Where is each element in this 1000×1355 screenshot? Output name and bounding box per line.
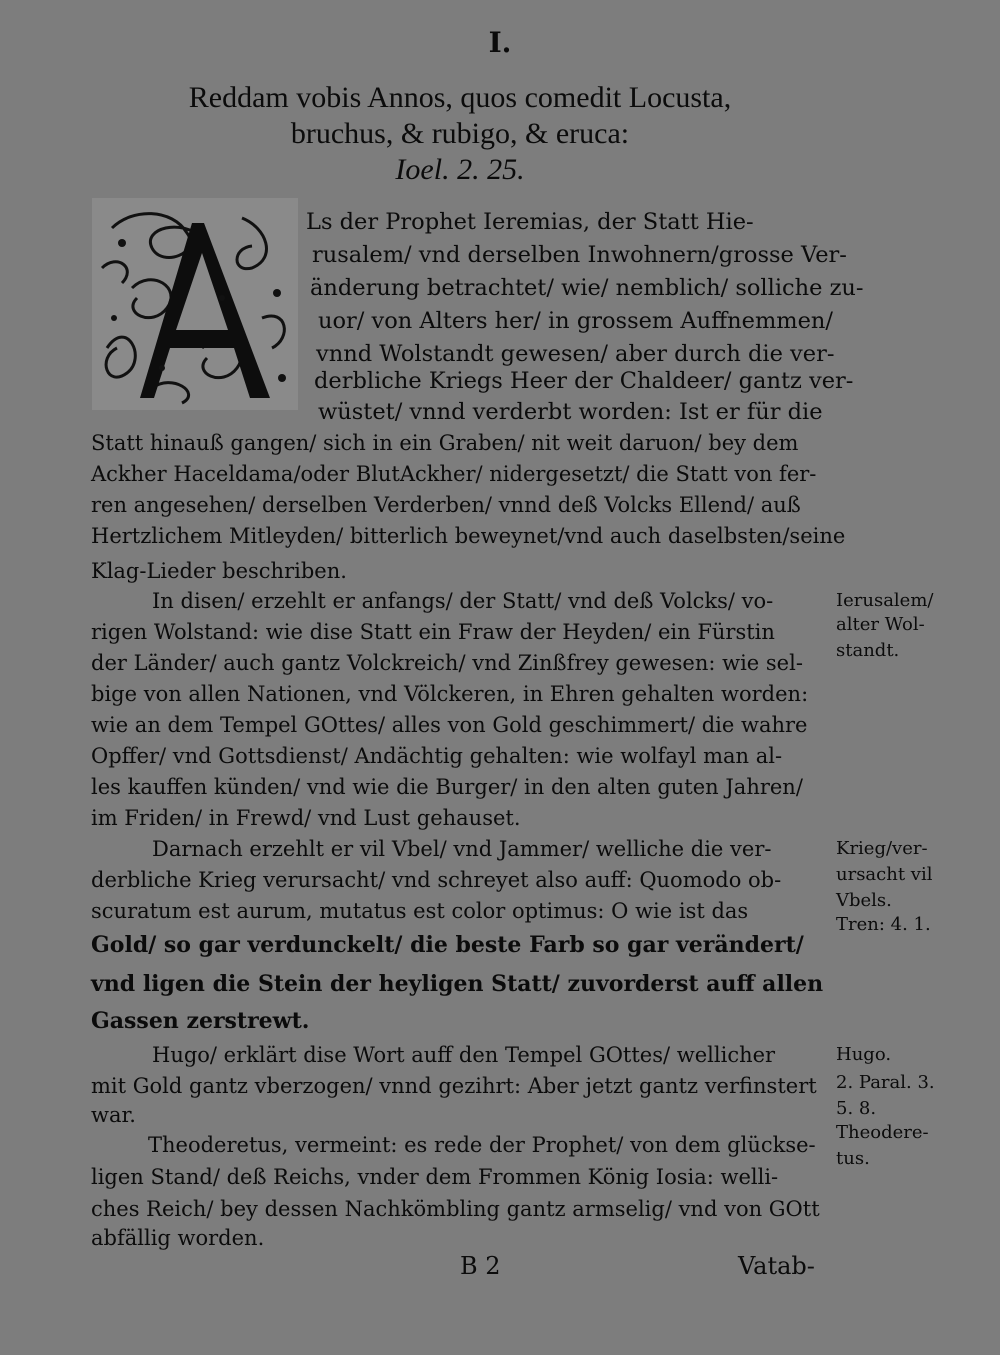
text-line: wie an dem Tempel GOttes/ alles von Gold geschimmert/ die wahre xyxy=(91,713,808,737)
text-line-emphasis: Gassen zerstrewt. xyxy=(91,1008,310,1034)
margin-note: 2. Paral. 3. xyxy=(836,1072,935,1093)
text-line: Klag-Lieder beschriben. xyxy=(91,559,347,583)
text-line: ches Reich/ bey dessen Nachkömbling gantz armselig/ vnd von GOtt xyxy=(91,1197,820,1221)
motto-line: Reddam vobis Annos, quos comedit Locusta, xyxy=(188,81,732,114)
text-line: abfällig worden. xyxy=(91,1226,265,1250)
margin-note: Krieg/ver- xyxy=(836,838,928,859)
margin-note: 5. 8. xyxy=(836,1098,877,1119)
text-line: war. xyxy=(91,1103,136,1127)
text-line: uor/ von Alters her/ in grossem Auffnemmen/ xyxy=(318,308,834,334)
text-line: Darnach erzehlt er vil Vbel/ vnd Jammer/ welliche die ver- xyxy=(152,837,772,861)
text-line: rigen Wolstand: wie dise Statt ein Fraw der Heyden/ ein Fürstin xyxy=(91,620,775,644)
text-line: les kauffen künden/ vnd wie die Burger/ in den alten guten Jahren/ xyxy=(91,775,803,799)
margin-note: ursacht vil xyxy=(836,864,933,885)
text-line: vnnd Wolstandt gewesen/ aber durch die ver- xyxy=(316,341,835,367)
text-line: änderung betrachtet/ wie/ nemblich/ solliche zu- xyxy=(310,275,864,301)
margin-note: alter Wol- xyxy=(836,614,925,635)
text-line: Theoderetus, vermeint: es rede der Prophet/ von dem glückse- xyxy=(148,1133,816,1157)
text-line: derbliche Krieg verursacht/ vnd schreyet also auff: Quomodo ob- xyxy=(91,868,782,892)
margin-note: tus. xyxy=(836,1148,870,1169)
margin-note: Hugo. xyxy=(836,1044,892,1065)
text-line: rusalem/ vnd derselben Inwohnern/grosse Ver- xyxy=(312,242,847,268)
text-line: Ls der Prophet Ieremias, der Statt Hie- xyxy=(306,209,754,235)
margin-note: Tren: 4. 1. xyxy=(836,914,931,935)
text-line: Statt hinauß gangen/ sich in ein Graben/ nit weit daruon/ bey dem xyxy=(91,431,799,455)
text-line: Ackher Haceldama/oder BlutAckher/ nidergesetzt/ die Statt von fer- xyxy=(91,462,817,486)
motto-reference: Ioel. 2. 25. xyxy=(395,153,525,186)
text-line-emphasis: vnd ligen die Stein der heyligen Statt/ zuvorderst auff allen xyxy=(91,971,824,997)
text-line: der Länder/ auch gantz Volckreich/ vnd Zinßfrey gewesen: wie sel- xyxy=(91,651,803,675)
margin-note: Vbels. xyxy=(836,890,892,911)
text-line: im Friden/ in Frewd/ vnd Lust gehauset. xyxy=(91,806,521,830)
text-line: mit Gold gantz vberzogen/ vnnd gezihrt: Aber jetzt gantz verfinstert xyxy=(91,1074,817,1098)
motto xyxy=(110,80,810,188)
signature-mark: B 2 xyxy=(460,1252,501,1280)
text-line: Opffer/ vnd Gottsdienst/ Andächtig gehalten: wie wolfayl man al- xyxy=(91,744,783,768)
margin-note: Theodere- xyxy=(836,1122,929,1143)
margin-note: standt. xyxy=(836,640,900,661)
motto-line: bruchus, & rubigo, & eruca: xyxy=(290,117,630,150)
text-line: Hertzlichem Mitleyden/ bitterlich beweynet/vnd auch daselbsten/seine xyxy=(91,524,846,548)
text-line-emphasis: Gold/ so gar verdunckelt/ die beste Farb so gar verändert/ xyxy=(91,932,804,958)
text-line: bige von allen Nationen, vnd Völckeren, in Ehren gehalten worden: xyxy=(91,682,809,706)
catchword: Vatab- xyxy=(738,1252,815,1280)
text-line: In disen/ erzehlt er anfangs/ der Statt/ vnd deß Volcks/ vo- xyxy=(152,589,774,613)
text-line: derbliche Kriegs Heer der Chaldeer/ gantz ver- xyxy=(314,368,854,394)
text-line: ligen Stand/ deß Reichs, vnder dem Frommen König Iosia: welli- xyxy=(91,1165,779,1189)
text-line: ren angesehen/ derselben Verderben/ vnnd deß Volcks Ellend/ auß xyxy=(91,493,801,517)
page-number: I. xyxy=(488,26,512,59)
text-line: scuratum est aurum, mutatus est color optimus: O wie ist das xyxy=(91,899,749,923)
margin-note: Ierusalem/ xyxy=(836,590,934,611)
text-line: wüstet/ vnnd verderbt worden: Ist er für die xyxy=(318,399,823,425)
text-line: Hugo/ erklärt dise Wort auff den Tempel GOttes/ wellicher xyxy=(152,1043,776,1067)
decorated-initial-a-icon xyxy=(92,198,298,410)
